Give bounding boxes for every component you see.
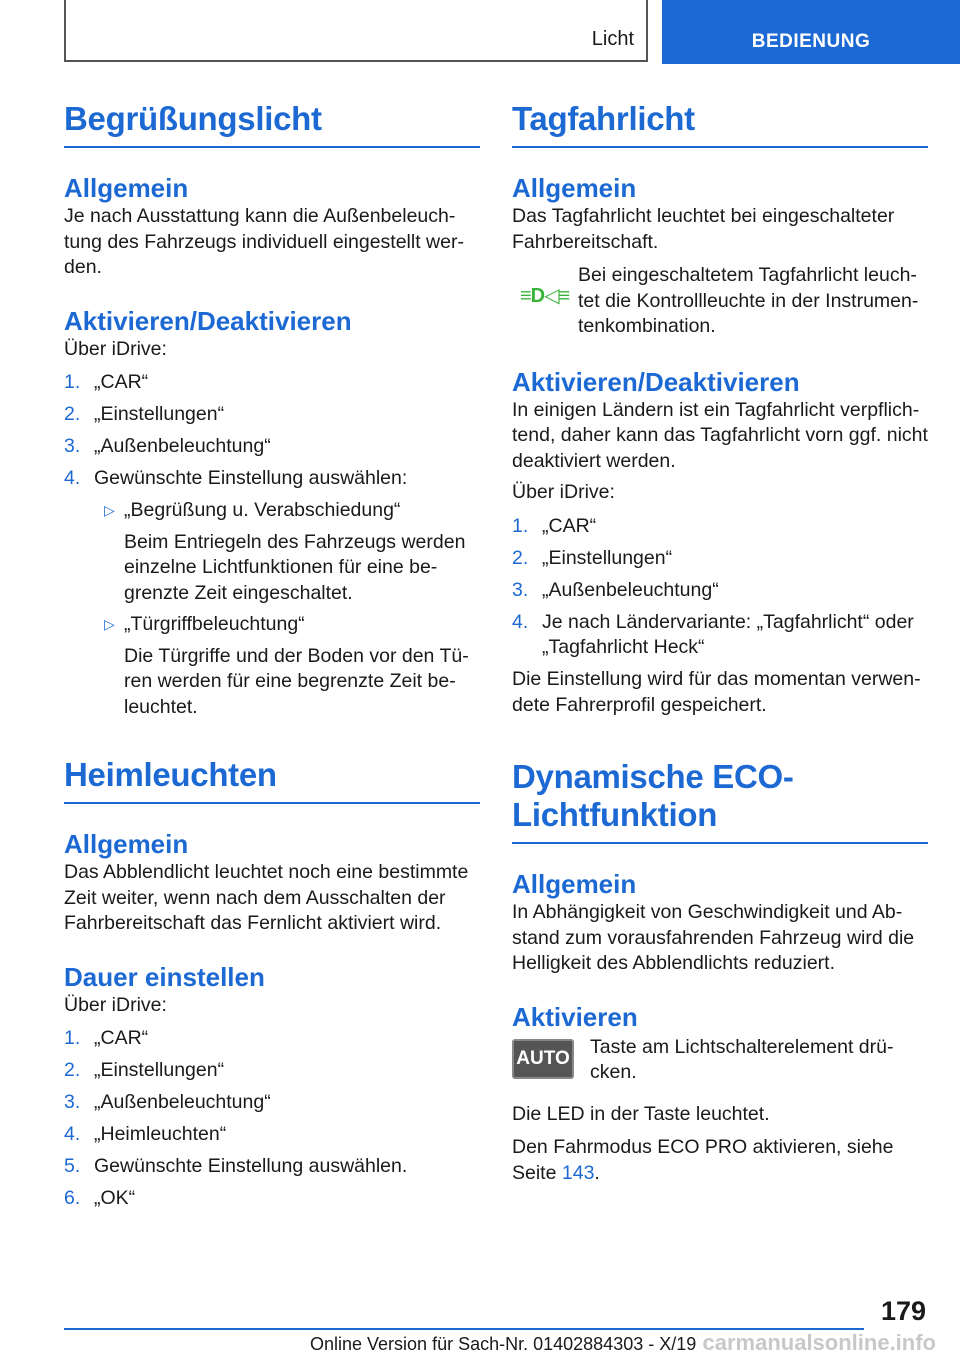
step-list (512, 514, 928, 661)
daytime-running-light-icon: ≡D◁≡ (520, 285, 570, 307)
subheading-allgemein: Allgemein (512, 173, 637, 203)
list-item: 2. „Einstellungen“ (512, 546, 673, 569)
subheading-aktivieren: Aktivieren/Deaktivieren (64, 305, 352, 336)
subheading-dauer: Dauer einstellen (64, 961, 265, 992)
heading-heimleuchten: Heimleuchten (64, 756, 480, 804)
list-item: 1. „CAR“ (64, 1027, 149, 1049)
list-item: ▷ „Türgriffbeleuchtung“ (104, 613, 305, 635)
right-column (512, 100, 928, 1186)
list-item: 3. „Außenbeleuchtung“ (64, 1091, 271, 1113)
page-link[interactable]: 143 (561, 1161, 595, 1184)
footer-text: Online Version für Sach-Nr. 01402884303 - X/19 (310, 1334, 697, 1354)
heading-begruessungslicht: Begrüßungslicht (64, 100, 480, 148)
chapter-title: Licht (591, 28, 634, 50)
list-item: 2. „Einstellungen“ (64, 1059, 225, 1081)
list-item: 6. „OK“ (64, 1187, 136, 1209)
list-item: 1. „CAR“ (64, 371, 149, 393)
step-list (64, 1026, 480, 1212)
list-item: 2. „Einstellungen“ (64, 403, 225, 425)
list-item: 4. Gewünschte Einstellung auswählen: (64, 467, 408, 489)
paragraph: In Abhängigkeit von Geschwindigkeit und Ab-stand zum vorausfahrenden Fahrzeug wird die Helligkeit des Abblendlichts reduziert. (512, 901, 915, 974)
paragraph: Über iDrive: (512, 481, 615, 503)
list-item: 5. Gewünschte Einstellung auswählen. (64, 1155, 408, 1177)
paragraph: Bei eingeschaltetem Tagfahrlicht leuch-tet die Kontrollleuchte in der Instrumen-tenkombination. (578, 264, 919, 337)
paragraph: Die Einstellung wird für das momentan verwen-dete Fahrerprofil gespeichert. (512, 668, 921, 716)
paragraph: Über iDrive: (64, 337, 167, 360)
step-list (64, 370, 480, 492)
paragraph: Das Abblendlicht leuchtet noch eine bestimmte Zeit weiter, wenn nach dem Ausschalten der Fahrbereitschaft das Fernlicht aktiviert wird. (64, 861, 469, 934)
option-list (64, 498, 480, 720)
paragraph: In einigen Ländern ist ein Tagfahrlicht verpflich-tend, daher kann das Tagfahrlicht vorn ggf. nicht deaktiviert werden. (512, 398, 928, 472)
subheading-aktivieren: Aktivieren (512, 1001, 638, 1032)
paragraph: Die LED in der Taste leuchtet. (512, 1102, 770, 1125)
indicator-note (512, 263, 928, 340)
header-box (64, 0, 648, 62)
list-item: 3. „Außenbeleuchtung“ (64, 435, 271, 457)
paragraph: Je nach Ausstattung kann die Außenbeleuch-tung des Fahrzeugs individuell eingestellt wer-den. (64, 205, 464, 278)
paragraph: Den Fahrmodus ECO PRO aktivieren, siehe Seite 143. (512, 1136, 894, 1184)
subheading-allgemein: Allgemein (64, 173, 189, 203)
left-column (64, 100, 480, 1218)
list-item: 4. Je nach Ländervariante: „Tagfahrlicht“ oder „Tagfahrlicht Heck“ (512, 610, 914, 658)
auto-note (512, 1035, 928, 1086)
paragraph: Das Tagfahrlicht leuchtet bei eingeschalteter Fahrbereitschaft. (512, 205, 895, 253)
watermark: carmanualsonline.info (702, 1330, 936, 1355)
section-tab: BEDIENUNG (662, 0, 960, 64)
paragraph: Taste am Lichtschalterelement drü-cken. (590, 1035, 894, 1083)
subheading-allgemein: Allgemein (64, 829, 189, 859)
page-number: 179 (880, 1296, 926, 1326)
auto-button-icon: AUTO (512, 1039, 574, 1079)
list-item: Die Türgriffe und der Boden vor den Tü-ren werden für eine begrenzte Zeit be-leuchtet. (124, 644, 469, 718)
list-item: 4. „Heimleuchten“ (64, 1123, 227, 1145)
list-item: Beim Entriegeln des Fahrzeugs werden einzelne Lichtfunktionen für eine be-grenzte Zeit eingeschaltet. (124, 530, 466, 604)
list-item: ▷ „Begrüßung u. Verabschiedung“ (104, 499, 401, 521)
list-item: 1. „CAR“ (512, 514, 597, 537)
list-item: 3. „Außenbeleuchtung“ (512, 578, 719, 601)
subheading-aktivieren: Aktivieren/Deaktivieren (512, 366, 800, 397)
subheading-allgemein: Allgemein (512, 869, 637, 899)
heading-eco-lichtfunktion: Dynamische ECO-Lichtfunktion (512, 758, 928, 844)
heading-tagfahrlicht: Tagfahrlicht (512, 100, 928, 148)
paragraph: Über iDrive: (64, 993, 167, 1016)
